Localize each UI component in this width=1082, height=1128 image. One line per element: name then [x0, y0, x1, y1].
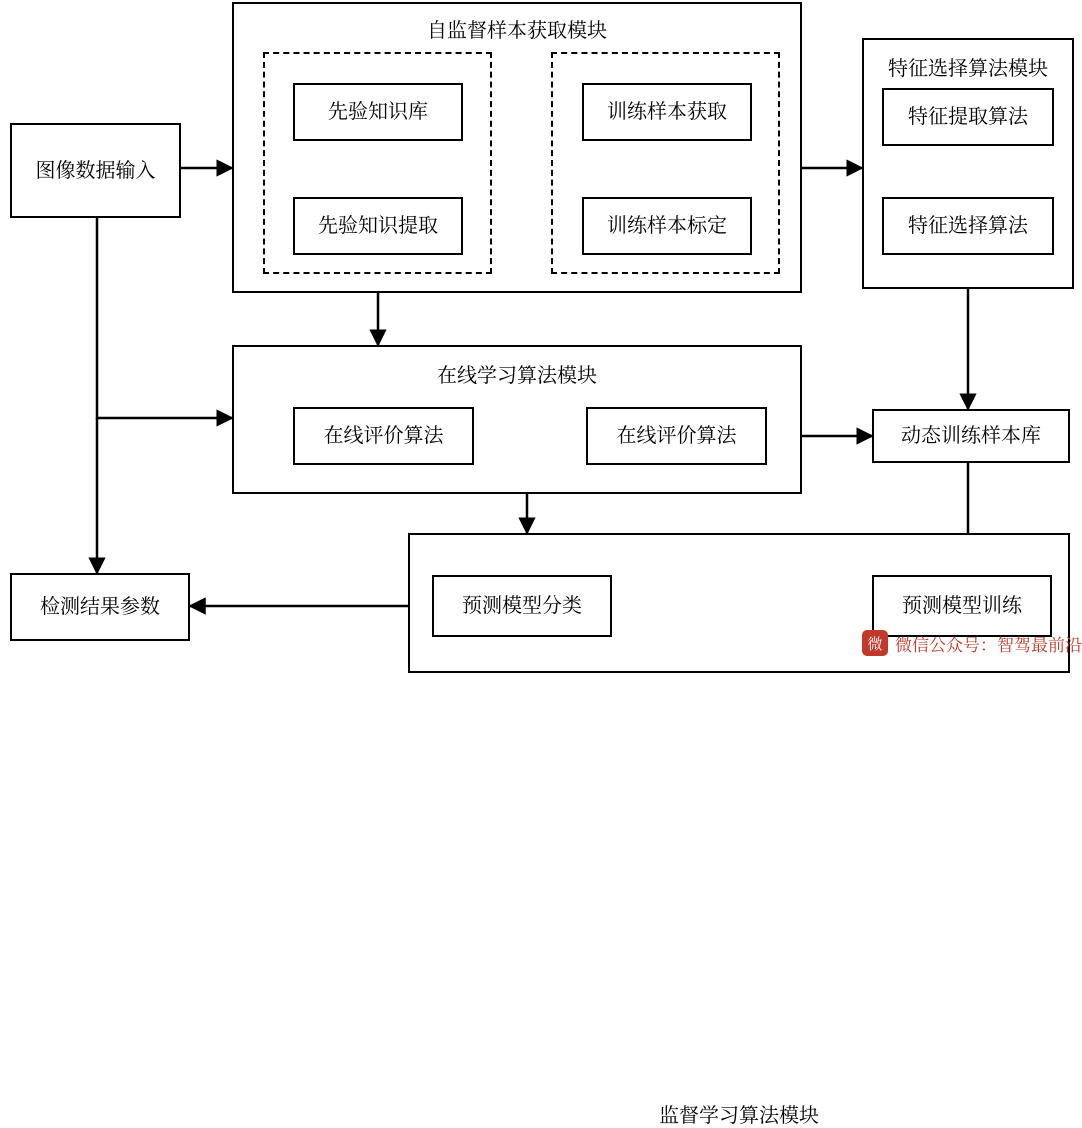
watermark-text: 微信公众号：智驾最前沿 — [895, 635, 1082, 655]
module-supervised-learning-title: 监督学习算法模块 — [659, 1105, 819, 1127]
node-predict-model-train-label: 预测模型训练 — [902, 595, 1022, 617]
module-feature-selection-title: 特征选择算法模块 — [888, 58, 1048, 80]
node-feature-select-algo — [882, 197, 1054, 255]
node-image-input — [10, 123, 181, 218]
module-online-learning-title: 在线学习算法模块 — [437, 365, 597, 387]
node-image-input-label: 图像数据输入 — [35, 159, 156, 182]
node-feature-extract-algo-label: 特征提取算法 — [908, 106, 1028, 128]
node-online-eval-algo-2-label: 在线评价算法 — [616, 425, 737, 447]
node-train-sample-acquire — [582, 83, 752, 141]
node-predict-model-classify-label: 预测模型分类 — [462, 595, 582, 617]
node-online-eval-algo-2 — [586, 407, 767, 465]
node-online-eval-algo-1 — [293, 407, 474, 465]
node-feature-select-algo-label: 特征选择算法 — [908, 215, 1028, 237]
node-online-eval-algo-1-label: 在线评价算法 — [323, 425, 444, 447]
node-prior-knowledge-extract-label: 先验知识提取 — [318, 215, 438, 237]
node-feature-extract-algo — [882, 88, 1054, 146]
node-prior-knowledge-extract — [293, 197, 463, 255]
watermark-logo-icon: 微 — [862, 630, 888, 656]
node-dynamic-train-sample-lib — [872, 409, 1070, 463]
node-predict-model-train — [872, 575, 1052, 637]
watermark — [862, 630, 1082, 656]
node-prior-knowledge-base — [293, 83, 463, 141]
node-predict-model-classify — [432, 575, 612, 637]
node-train-sample-label-label: 训练样本标定 — [607, 215, 727, 237]
node-train-sample-label — [582, 197, 752, 255]
node-detect-result-param — [10, 573, 190, 641]
node-train-sample-acquire-label: 训练样本获取 — [607, 101, 727, 123]
node-dynamic-train-sample-lib-label: 动态训练样本库 — [901, 425, 1041, 447]
module-self-supervised-title: 自监督样本获取模块 — [427, 20, 607, 42]
node-prior-knowledge-base-label: 先验知识库 — [328, 101, 428, 123]
node-detect-result-param-label: 检测结果参数 — [40, 596, 160, 618]
